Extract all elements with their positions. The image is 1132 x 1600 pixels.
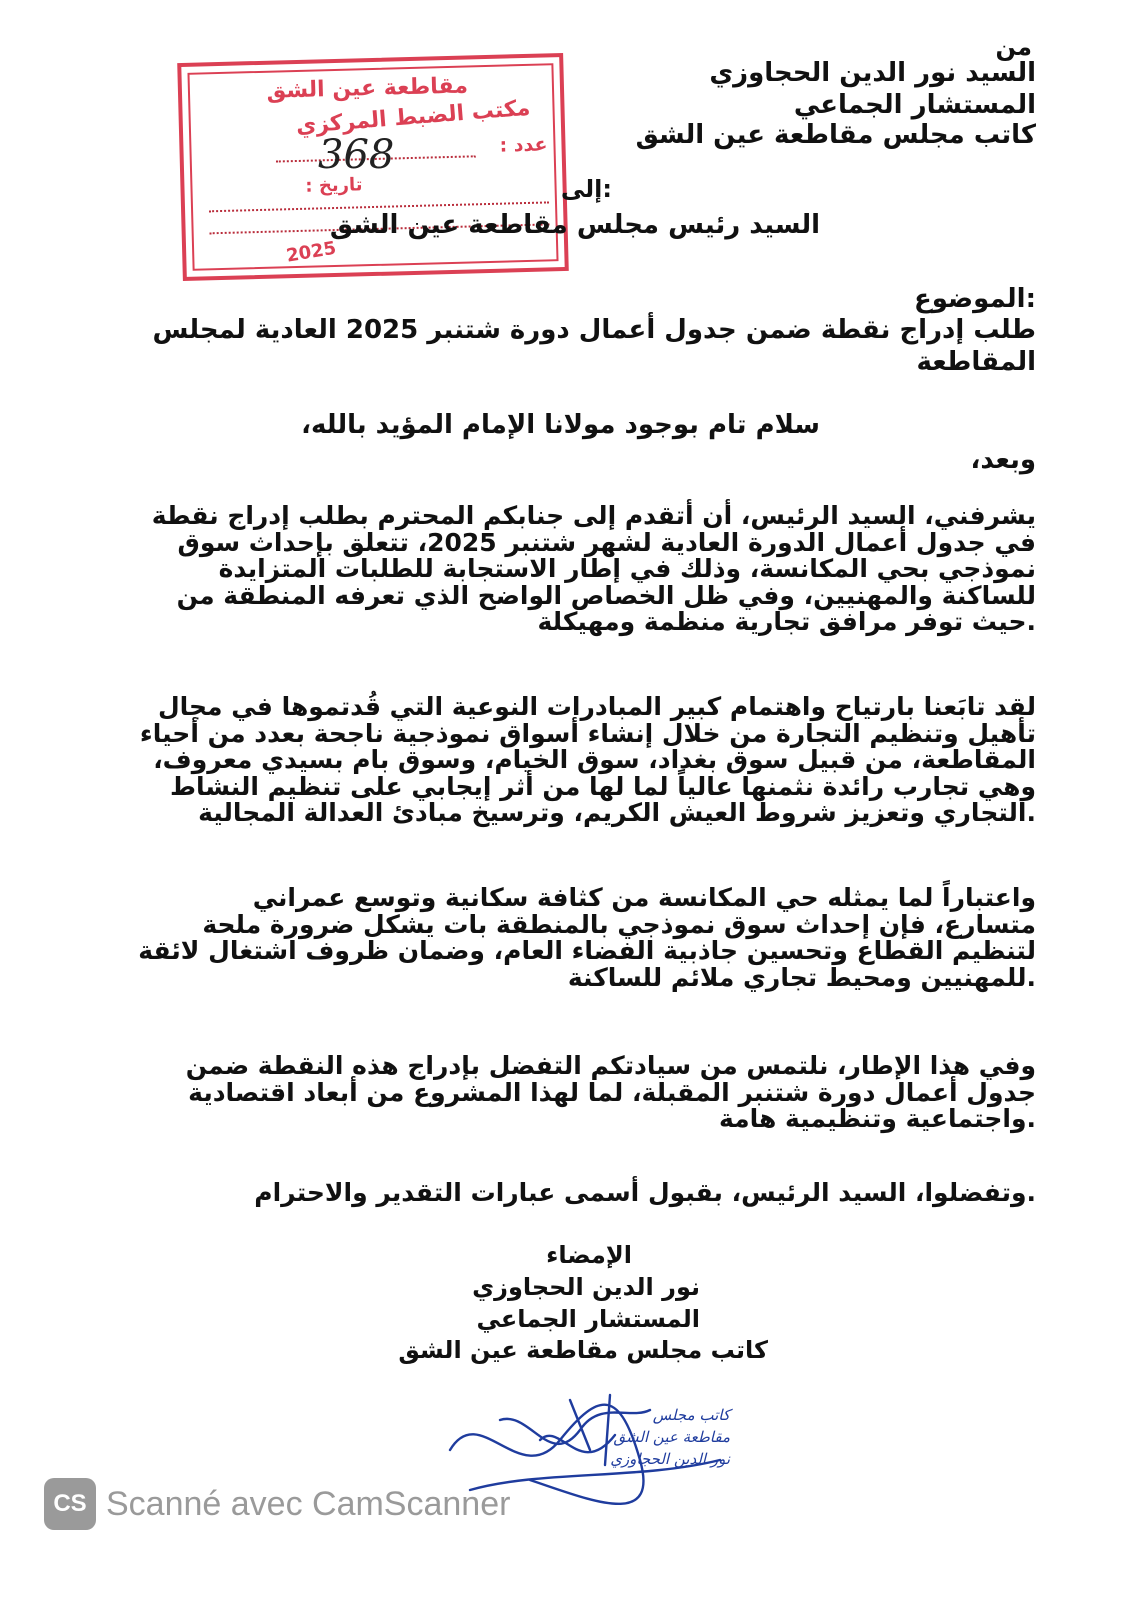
body-line: .حيث توفر مرافق تجارية منظمة ومهيكلة — [537, 607, 1036, 636]
body-line: .للمهنيين ومحيط تجاري ملائم للساكنة — [567, 962, 1036, 992]
stamp-line-2: مكتب الضبط المركزي — [295, 95, 532, 140]
sender-name: السيد نور الدين الحجاوزي — [709, 58, 1036, 88]
stamp-date-label: تاريخ : — [305, 174, 363, 197]
signature-ink-2: مقاطعة عين الشق — [613, 1428, 730, 1446]
signature-role: المستشار الجماعي — [476, 1305, 700, 1333]
body-line: للساكنة والمهنيين، وفي ظل الخصاص الواضح الذي تعرفه المنطقة من — [176, 580, 1036, 610]
handwritten-registration-number: 368 — [318, 132, 395, 178]
from-label: من — [995, 33, 1032, 61]
body-paragraph-1 — [146, 503, 1036, 636]
greeting-after: وبعد، — [970, 445, 1036, 475]
body-line: .التجاري وتعزيز شروط العيش الكريم، وترسيخ مبادئ العدالة المجالية — [198, 798, 1036, 827]
signature-ink-1: كاتب مجلس — [652, 1406, 730, 1424]
body-line: .واجتماعية وتنظيمية هامة — [718, 1104, 1036, 1133]
camscanner-logo-icon: CS — [44, 1478, 96, 1530]
body-line: جدول أعمال دورة شتنبر المقبلة، لما لهذا المشروع من أبعاد اقتصادية — [188, 1077, 1036, 1107]
to-label: :إلى — [560, 175, 612, 203]
stamp-number-label: عدد : — [499, 133, 548, 157]
closing-line: .وتفضلوا، السيد الرئيس، بقبول أسمى عبارات التقدير والاحترام — [254, 1178, 1036, 1207]
body-line: يشرفني، السيد الرئيس، أن أتقدم إلى جنابكم المحترم بطلب إدراج نقطة — [151, 501, 1036, 530]
sender-role: المستشار الجماعي — [793, 90, 1036, 120]
signature-title: كاتب مجلس مقاطعة عين الشق — [398, 1336, 768, 1364]
closing-formula — [146, 1180, 1036, 1207]
body-line: واعتباراً لما يمثله حي المكانسة من كثافة سكانية وتوسع عمراني — [252, 883, 1036, 912]
body-line: المقاطعة، من قبيل سوق بغداد، سوق الخيام، وسوق بام بسيدي معروف، — [153, 745, 1036, 774]
body-line: متسارع، فإن إحداث سوق نموذجي بالمنطقة بات يشكل ضرورة ملحة — [202, 909, 1036, 939]
body-line: نموذجي بحي المكانسة، وذلك في إطار الاستجابة للطلبات المتزايدة — [218, 554, 1036, 583]
signature-label: الإمضاء — [546, 1241, 632, 1269]
subject-line-1: طلب إدراج نقطة ضمن جدول أعمال دورة شتنبر 2025 العادية لمجلس — [152, 315, 1036, 345]
camscanner-text: Scanné avec CamScanner — [106, 1484, 511, 1523]
body-paragraph-4 — [146, 1053, 1036, 1133]
subject-line-2: المقاطعة — [916, 347, 1036, 377]
sender-title: كاتب مجلس مقاطعة عين الشق — [635, 120, 1036, 150]
body-line: وهي تجارب رائدة نثمنها عالياً لما لها من أثر إيجابي على تنظيم النشاط — [170, 771, 1036, 801]
stamp-date-value: 2025 — [284, 237, 338, 267]
salutation: سلام تام بوجود مولانا الإمام المؤيد بالله، — [301, 410, 820, 440]
body-line: لقد تابَعنا بارتياح واهتمام كبير المبادرات النوعية التي قُدتموها في مجال — [157, 692, 1036, 721]
subject-label: :الموضوع — [914, 284, 1036, 314]
signature-name: نور الدين الحجاوزي — [472, 1273, 700, 1301]
body-paragraph-3 — [138, 883, 1036, 992]
body-line: لتنظيم القطاع وتحسين جاذبية الفضاء العام، وضمان ظروف اشتغال لائقة — [138, 936, 1036, 965]
body-paragraph-2 — [139, 692, 1036, 827]
camscanner-watermark — [44, 1478, 510, 1530]
stamp-line-1: مقاطعة عين الشق — [266, 73, 469, 104]
body-line: وفي هذا الإطار، نلتمس من سيادتكم التفضل بإدراج هذه النقطة ضمن — [185, 1051, 1036, 1080]
recipient-name: السيد رئيس مجلس مقاطعة عين الشق — [329, 210, 820, 240]
signature-ink-3: نور الدين الحجاوزي — [610, 1450, 730, 1468]
body-line: تأهيل وتنظيم التجارة من خلال إنشاء أسواق نموذجية ناجحة بعدد من أحياء — [139, 718, 1036, 748]
body-line: في جدول أعمال الدورة العادية لشهر شتنبر 2025، تتعلق بإحداث سوق — [177, 527, 1036, 557]
